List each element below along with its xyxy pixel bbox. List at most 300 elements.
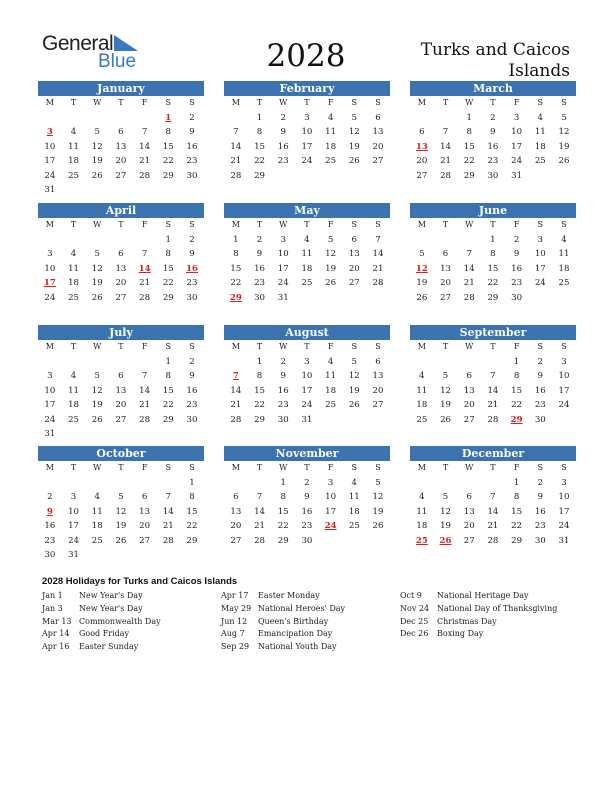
day-cell: 30 — [277, 414, 289, 425]
day-cell — [342, 291, 366, 306]
day-cell — [271, 305, 295, 320]
day-cell: 11 — [68, 385, 79, 396]
day-cell — [457, 476, 481, 491]
day-cell: 8 — [189, 492, 195, 502]
day-cell: 30 — [254, 292, 265, 303]
day-cell — [528, 291, 552, 306]
day-cell: 24 — [44, 292, 56, 303]
day-cell: 17 — [558, 506, 570, 517]
day-cell: 4 — [561, 234, 567, 245]
day-cell: 2 — [280, 112, 286, 123]
day-cell: 25 — [325, 400, 337, 410]
weekday-header-row — [410, 340, 576, 355]
weekday-label: T — [118, 98, 124, 107]
week-row — [410, 505, 576, 520]
weekday-label: W — [465, 342, 474, 351]
weekday-label: M — [231, 463, 240, 472]
day-cell: 15 — [162, 385, 174, 396]
day-cell: 5 — [94, 371, 100, 381]
day-cell: 4 — [351, 477, 358, 488]
month-august — [224, 325, 390, 442]
day-cell: 7 — [375, 234, 381, 245]
holiday-column — [221, 590, 345, 654]
day-cell: 12 — [348, 127, 360, 137]
weekday-header-row — [38, 461, 204, 476]
day-cell: 29 — [463, 170, 475, 181]
day-cell: 25 — [325, 156, 337, 166]
week-row — [38, 427, 204, 442]
day-cell: 12 — [372, 492, 384, 502]
day-cell — [85, 183, 109, 198]
weekday-label: S — [375, 342, 381, 351]
day-cell — [342, 183, 366, 198]
day-cell: 8 — [165, 249, 172, 259]
day-cell — [366, 413, 390, 428]
day-cell: 4 — [327, 112, 334, 123]
day-cell: 26 — [91, 292, 103, 303]
day-cell: 6 — [351, 234, 358, 245]
week-row — [410, 548, 576, 563]
day-cell: 18 — [416, 521, 428, 531]
week-row — [38, 183, 204, 198]
day-cell: 18 — [68, 400, 79, 410]
week-row — [38, 291, 204, 306]
month-december — [410, 446, 576, 563]
day-cell — [271, 427, 295, 442]
day-cell: 8 — [256, 127, 263, 137]
day-cell: 2 — [537, 477, 544, 488]
day-cell — [109, 111, 133, 126]
week-row — [38, 169, 204, 184]
day-cell — [505, 183, 529, 198]
day-cell: 28 — [139, 292, 151, 303]
weekday-label: T — [442, 342, 449, 351]
day-cell: 30 — [301, 535, 313, 546]
day-cell: 23 — [254, 278, 265, 288]
weekday-label: T — [442, 220, 449, 229]
day-cell: 17 — [511, 141, 523, 152]
day-cell — [295, 305, 319, 320]
weekday-label: W — [279, 342, 288, 351]
weekday-header-row — [224, 96, 390, 111]
day-cell: 10 — [301, 371, 313, 381]
holiday-entry — [400, 628, 557, 641]
day-cell: 27 — [463, 414, 475, 425]
day-cell — [248, 183, 272, 198]
day-cell: 30 — [487, 170, 499, 181]
day-cell: 20 — [115, 156, 127, 166]
day-cell: 7 — [490, 492, 496, 502]
weekday-label: S — [561, 220, 567, 229]
weekday-label: S — [351, 463, 358, 472]
day-cell: 2 — [490, 112, 496, 123]
day-cell: 17 — [44, 156, 56, 166]
day-cell: 22 — [254, 156, 265, 166]
weekday-label: T — [304, 220, 310, 229]
holiday-date: Jan 3 — [42, 603, 63, 613]
weekday-label: S — [351, 220, 358, 229]
day-cell — [38, 476, 62, 491]
day-cell: 19 — [440, 400, 451, 410]
day-cell: 11 — [416, 385, 428, 396]
week-row — [410, 398, 576, 413]
holiday-entry — [42, 603, 161, 616]
day-cell — [62, 427, 86, 442]
day-cell: 11 — [301, 249, 313, 259]
day-cell — [434, 111, 458, 126]
weekday-label: W — [93, 98, 102, 107]
day-cell — [248, 427, 272, 442]
weekday-label: T — [304, 98, 310, 107]
weekday-label: S — [189, 342, 195, 351]
day-cell: 27 — [440, 292, 451, 303]
holiday-entry — [42, 628, 161, 641]
day-cell: 21 — [139, 400, 151, 410]
weekday-label: S — [165, 342, 172, 351]
week-row — [38, 305, 204, 320]
day-cell: 12 — [348, 371, 360, 381]
day-cell — [481, 355, 505, 370]
month-header: March — [410, 81, 576, 96]
weekday-label: T — [304, 342, 310, 351]
weekday-label: S — [189, 98, 195, 107]
weekday-label: F — [327, 220, 334, 229]
day-cell: 21 — [162, 521, 174, 531]
day-cell: 15 — [230, 263, 242, 274]
day-cell — [224, 305, 248, 320]
day-cell: 8 — [466, 127, 472, 137]
holiday-day: 29 — [510, 414, 523, 425]
day-cell: 2 — [513, 234, 520, 245]
weekday-label: T — [490, 463, 496, 472]
day-cell: 25 — [416, 414, 428, 425]
day-cell: 24 — [277, 278, 289, 288]
day-cell: 10 — [325, 492, 337, 502]
weekday-label: F — [327, 342, 334, 351]
day-cell: 8 — [233, 249, 239, 259]
holiday-column — [400, 590, 557, 641]
holidays-title: 2028 Holidays for Turks and Caicos Islands — [42, 576, 238, 587]
week-row — [410, 384, 576, 399]
day-cell: 13 — [463, 506, 475, 517]
day-cell — [366, 534, 390, 549]
day-cell: 19 — [348, 385, 360, 396]
day-cell — [319, 169, 343, 184]
day-cell: 22 — [162, 156, 174, 166]
day-cell: 29 — [511, 535, 523, 546]
day-cell: 17 — [68, 521, 79, 531]
weekday-label: S — [537, 220, 544, 229]
week-row — [410, 247, 576, 262]
week-row — [38, 154, 204, 169]
day-cell: 14 — [139, 141, 151, 152]
weekday-label: S — [375, 463, 381, 472]
holiday-name: Boxing Day — [437, 629, 484, 639]
day-cell: 19 — [416, 278, 428, 288]
week-row — [410, 490, 576, 505]
day-cell — [410, 233, 434, 248]
day-cell: 13 — [230, 506, 242, 517]
day-cell: 3 — [561, 477, 567, 488]
weekday-label: T — [70, 220, 77, 229]
day-cell: 5 — [118, 492, 124, 502]
day-cell — [410, 111, 434, 126]
logo-word-blue: Blue — [98, 51, 137, 72]
day-cell: 13 — [372, 127, 384, 137]
day-cell: 13 — [115, 385, 127, 396]
day-cell — [342, 305, 366, 320]
day-cell: 28 — [162, 535, 174, 546]
day-cell — [319, 427, 343, 442]
weekday-label: F — [141, 342, 148, 351]
day-cell — [505, 427, 529, 442]
day-cell: 13 — [139, 506, 151, 517]
day-cell: 23 — [44, 535, 56, 546]
week-row — [38, 476, 204, 491]
day-cell: 18 — [325, 385, 337, 396]
holiday-day: 14 — [138, 263, 151, 274]
day-cell: 6 — [233, 492, 239, 502]
day-cell — [528, 183, 552, 198]
day-cell — [271, 548, 295, 563]
day-cell: 1 — [490, 234, 496, 245]
day-cell: 4 — [70, 249, 77, 259]
weekday-label: T — [442, 463, 449, 472]
week-row — [38, 125, 204, 140]
day-cell: 29 — [162, 170, 174, 181]
day-cell: 30 — [186, 170, 198, 181]
day-cell: 20 — [463, 400, 475, 410]
day-cell: 20 — [463, 521, 475, 531]
day-cell: 17 — [325, 506, 337, 517]
day-cell — [62, 111, 86, 126]
day-cell: 16 — [186, 385, 198, 396]
day-cell — [133, 183, 157, 198]
holiday-name: New Year's Day — [79, 603, 143, 613]
day-cell — [505, 305, 529, 320]
day-cell: 14 — [487, 385, 499, 396]
day-cell: 5 — [375, 477, 381, 488]
day-cell: 17 — [301, 141, 313, 152]
calendar-year: 2028 — [266, 38, 346, 74]
weekday-label: S — [561, 342, 567, 351]
day-cell — [295, 548, 319, 563]
month-january — [38, 81, 204, 198]
day-cell: 29 — [254, 414, 265, 425]
weekday-label: S — [561, 98, 567, 107]
day-cell: 15 — [162, 141, 174, 152]
day-cell — [133, 476, 157, 491]
day-cell — [410, 548, 434, 563]
day-cell: 23 — [277, 400, 289, 410]
week-row — [224, 291, 390, 306]
month-header: August — [224, 325, 390, 340]
month-november — [224, 446, 390, 563]
day-cell — [481, 427, 505, 442]
holiday-entry — [400, 603, 557, 616]
day-cell: 25 — [534, 156, 546, 166]
day-cell: 18 — [301, 263, 313, 274]
day-cell: 22 — [463, 156, 475, 166]
day-cell — [85, 476, 109, 491]
day-cell — [38, 233, 62, 248]
day-cell: 23 — [186, 278, 198, 288]
day-cell: 26 — [416, 292, 428, 303]
day-cell: 29 — [487, 292, 499, 303]
day-cell — [62, 305, 86, 320]
weekday-label: S — [351, 98, 358, 107]
week-row — [224, 233, 390, 248]
day-cell: 27 — [372, 400, 384, 410]
day-cell: 19 — [91, 156, 103, 166]
holiday-day: 7 — [232, 371, 239, 381]
day-cell: 10 — [301, 127, 313, 137]
day-cell: 15 — [277, 506, 289, 517]
day-cell: 22 — [186, 521, 198, 531]
day-cell: 4 — [70, 371, 77, 381]
day-cell: 4 — [419, 371, 425, 381]
weekday-header-row — [38, 340, 204, 355]
day-cell: 2 — [280, 356, 286, 367]
week-row — [410, 291, 576, 306]
day-cell — [434, 355, 458, 370]
day-cell: 7 — [141, 249, 148, 259]
country-name — [370, 40, 570, 82]
day-cell: 24 — [301, 156, 313, 166]
day-cell: 12 — [91, 385, 103, 396]
day-cell: 11 — [68, 141, 79, 152]
day-cell — [62, 233, 86, 248]
day-cell — [133, 111, 157, 126]
day-cell — [434, 427, 458, 442]
weekday-label: M — [45, 220, 54, 229]
day-cell: 13 — [115, 263, 127, 274]
day-cell — [434, 476, 458, 491]
day-cell — [552, 548, 576, 563]
day-cell: 2 — [256, 234, 263, 245]
day-cell: 30 — [511, 292, 523, 303]
day-cell: 18 — [534, 141, 546, 152]
day-cell: 20 — [115, 278, 127, 288]
month-march — [410, 81, 576, 198]
holiday-day: 16 — [185, 263, 198, 274]
week-row — [38, 247, 204, 262]
day-cell: 9 — [189, 127, 195, 137]
weekday-label: T — [70, 98, 77, 107]
day-cell — [62, 476, 86, 491]
day-cell: 12 — [91, 263, 103, 274]
week-row — [38, 519, 204, 534]
day-cell: 3 — [47, 249, 53, 259]
day-cell: 31 — [558, 535, 570, 546]
weekday-label: S — [375, 220, 381, 229]
day-cell: 1 — [466, 112, 472, 123]
day-cell — [481, 476, 505, 491]
day-cell: 9 — [189, 371, 195, 381]
day-cell: 6 — [375, 112, 381, 123]
week-row — [410, 183, 576, 198]
weekday-header-row — [224, 461, 390, 476]
country-line-2: Islands — [508, 61, 570, 81]
day-cell: 14 — [230, 141, 242, 152]
day-cell: 6 — [118, 127, 124, 137]
weekday-label: S — [189, 220, 195, 229]
day-cell: 6 — [118, 371, 124, 381]
day-cell: 6 — [141, 492, 148, 502]
week-row — [224, 276, 390, 291]
week-row — [38, 534, 204, 549]
day-cell — [457, 183, 481, 198]
day-cell — [85, 233, 109, 248]
day-cell: 17 — [558, 385, 570, 396]
day-cell: 27 — [463, 535, 475, 546]
day-cell: 1 — [189, 477, 195, 488]
day-cell — [38, 305, 62, 320]
weekday-label: F — [513, 98, 520, 107]
week-row — [224, 154, 390, 169]
holiday-day: 26 — [439, 535, 452, 546]
day-cell: 30 — [44, 550, 56, 560]
day-cell: 28 — [230, 414, 242, 425]
month-may — [224, 203, 390, 320]
day-cell: 8 — [490, 249, 496, 259]
weekday-label: M — [417, 342, 426, 351]
day-cell: 6 — [466, 371, 472, 381]
holiday-name: Good Friday — [79, 629, 130, 639]
holiday-name: Easter Monday — [258, 591, 320, 600]
day-cell — [366, 183, 390, 198]
day-cell: 10 — [68, 506, 79, 517]
holiday-date: Apr 17 — [221, 591, 249, 600]
week-row — [38, 398, 204, 413]
day-cell — [85, 548, 109, 563]
day-cell: 2 — [189, 234, 195, 245]
day-cell: 18 — [68, 278, 79, 288]
day-cell: 24 — [44, 170, 56, 181]
day-cell — [133, 548, 157, 563]
holiday-entry — [42, 641, 161, 654]
weekday-label: M — [417, 220, 426, 229]
day-cell — [528, 548, 552, 563]
day-cell: 25 — [68, 292, 79, 303]
day-cell — [295, 291, 319, 306]
day-cell — [505, 548, 529, 563]
day-cell — [295, 427, 319, 442]
day-cell: 5 — [419, 249, 425, 259]
holiday-entry — [221, 641, 345, 654]
weekday-label: T — [118, 342, 124, 351]
day-cell: 27 — [230, 535, 242, 546]
day-cell: 8 — [165, 127, 172, 137]
country-line-1: Turks and Caicos — [420, 40, 570, 60]
day-cell: 12 — [325, 249, 337, 259]
day-cell: 15 — [487, 263, 499, 274]
day-cell — [457, 355, 481, 370]
day-cell — [224, 183, 248, 198]
day-cell: 20 — [115, 400, 127, 410]
week-row — [224, 262, 390, 277]
holiday-day: 3 — [46, 127, 53, 137]
day-cell: 12 — [91, 141, 103, 152]
day-cell — [342, 548, 366, 563]
holiday-name: National Youth Day — [258, 642, 337, 652]
holiday-entry — [221, 628, 345, 641]
holiday-day: 12 — [415, 263, 428, 274]
day-cell: 13 — [348, 249, 360, 259]
day-cell — [410, 355, 434, 370]
day-cell — [434, 305, 458, 320]
day-cell: 26 — [440, 414, 451, 425]
